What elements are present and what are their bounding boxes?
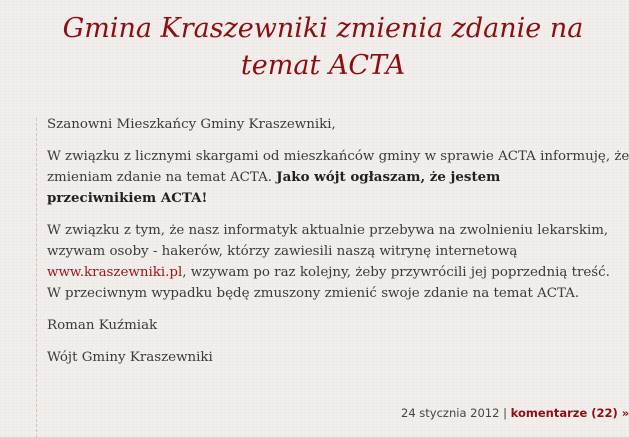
article-title: Gmina Kraszewniki zmienia zdanie na temat ACTA <box>62 13 584 81</box>
paragraph-text: , wzywam po raz kolejny, żeby przywrócili jej poprzednią treść. <box>182 265 610 280</box>
post-meta <box>401 405 629 421</box>
comments-arrow-icon[interactable]: » <box>617 406 629 420</box>
left-dashed-rule <box>36 118 37 437</box>
paragraph-line <box>47 262 610 283</box>
post-date: 24 stycznia 2012 <box>401 406 500 420</box>
paragraph-hackers <box>47 220 610 304</box>
article-body <box>47 114 629 379</box>
paragraph-line <box>47 167 606 188</box>
paragraph-line: wzywam osoby - hakerów, którzy zawiesili naszą witrynę internetową <box>47 244 518 259</box>
meta-separator: | <box>499 406 511 420</box>
paragraph-text: zmieniam zdanie na temat ACTA. <box>47 170 277 185</box>
comments-link[interactable]: komentarze (22) <box>510 406 618 420</box>
paragraph-announcement <box>47 146 629 209</box>
greeting: Szanowni Mieszkańcy Gminy Kraszewniki, <box>47 117 336 132</box>
bold-announcement-end: przeciwnikiem ACTA! <box>47 190 208 206</box>
signature-name: Roman Kuźmiak <box>47 318 158 333</box>
bold-announcement: Jako wójt ogłaszam, że jestem <box>276 169 501 185</box>
signature-title: Wójt Gminy Kraszewniki <box>47 350 213 365</box>
website-link[interactable]: www.kraszewniki.pl <box>47 265 183 280</box>
paragraph-line: W związku z tym, że nasz informatyk aktualnie przebywa na zwolnieniu lekarskim, <box>47 223 609 238</box>
paragraph-line: W przeciwnym wypadku będę zmuszony zmienić swoje zdanie na temat ACTA. <box>47 286 580 301</box>
paragraph-line: W związku z licznymi skargami od mieszkańców gminy w sprawie ACTA informuję, że <box>47 149 629 164</box>
paragraph-line <box>47 188 606 209</box>
